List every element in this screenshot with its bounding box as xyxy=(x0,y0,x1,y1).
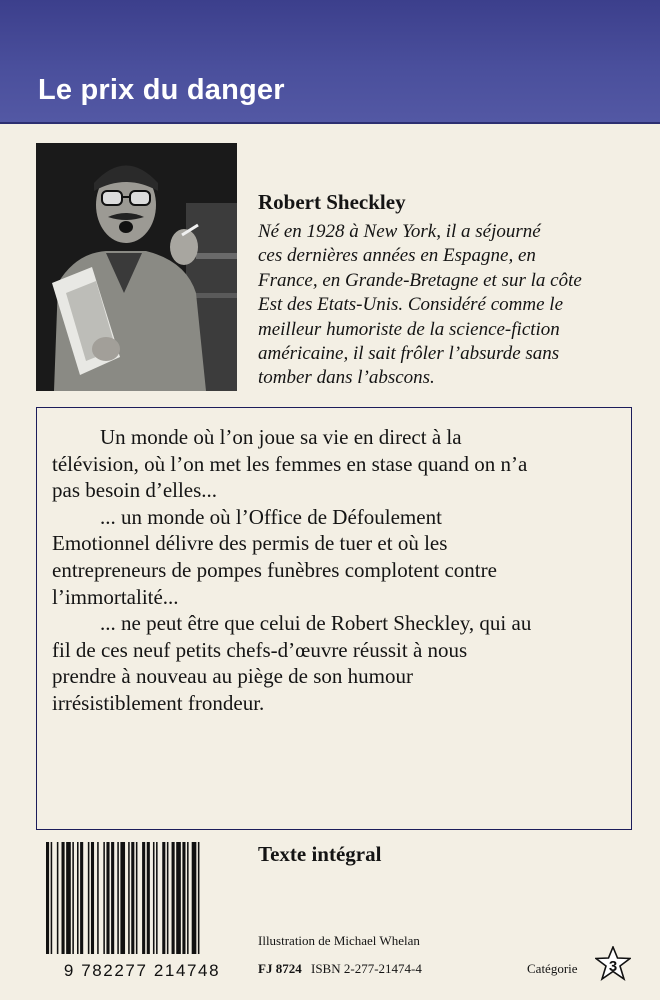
barcode-digits: 9 782277 214748 xyxy=(63,961,221,980)
illustration-credit: Illustration de Michael Whelan xyxy=(258,933,420,948)
blurb xyxy=(52,424,617,717)
title-band xyxy=(0,0,660,124)
author-photo xyxy=(36,143,237,391)
category-label: Catégorie xyxy=(527,961,578,976)
category-star-icon xyxy=(595,946,631,982)
author-name: Robert Sheckley xyxy=(258,190,406,214)
barcode-bars xyxy=(40,842,244,954)
barcode xyxy=(40,842,244,992)
texte-integral-label: Texte intégral xyxy=(258,842,382,866)
isbn: ISBN 2-277-21474-4 xyxy=(311,961,422,976)
blurb-paragraph-3: ... ne peut être que celui de Robert Sheckley, qui au fil de ces neuf petits chefs-d’œuvre réussit à nous prendre à nouveau au piège de son humour irrésistiblement frondeur. xyxy=(52,611,532,715)
blurb-paragraph-1: Un monde où l’on joue sa vie en direct à la télévision, où l’on met les femmes en stase quand on n’a pas besoin d’elles... xyxy=(52,425,528,503)
blurb-paragraph-2: ... un monde où l’Office de Défoulement Emotionnel délivre des permis de tuer et où les entrepreneurs de pompes funèbres complotent contre l’immortalité... xyxy=(52,504,497,609)
author-bio: Né en 1928 à New York, il a séjourné ces dernières années en Espagne, en France, en Grande-Bretagne et sur la côte Est des Etats-Unis. Considéré comme le meilleur humoriste de la science-fiction américaine, il sait frôler l’absurde sans tomber dans l’abscons. xyxy=(258,221,582,389)
category-number: 3 xyxy=(608,958,618,975)
author-block xyxy=(258,190,638,391)
author-photo-image xyxy=(36,143,237,391)
publisher-code: FJ 8724 xyxy=(258,961,302,976)
book-title: Le prix du danger xyxy=(38,74,285,106)
